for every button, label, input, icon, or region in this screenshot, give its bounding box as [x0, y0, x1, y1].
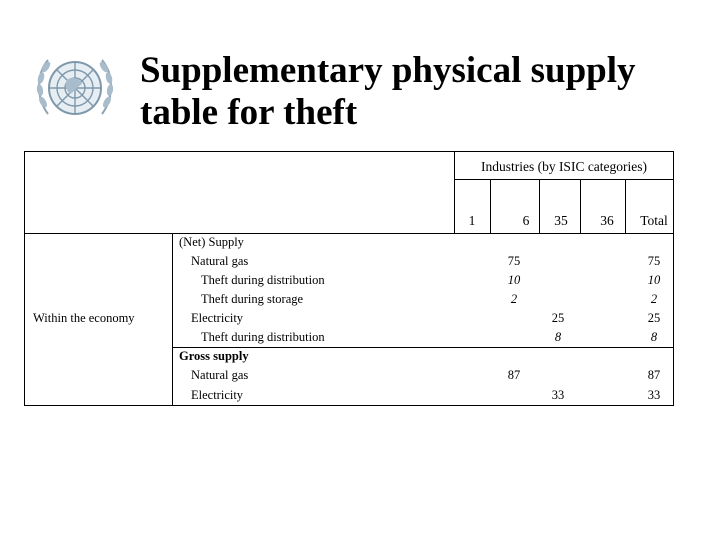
header-rule: [24, 233, 674, 234]
column-header-6: 6: [522, 213, 530, 228]
column-header-1: 1: [468, 213, 476, 228]
supply-table: [24, 151, 674, 406]
column-header-total: Total: [640, 213, 668, 228]
table-cell: 8: [650, 330, 658, 344]
table-cell: 33: [647, 388, 661, 402]
un-emblem-icon: [34, 52, 116, 124]
column-header-35: 35: [554, 213, 568, 228]
row-label: Theft during distribution: [201, 330, 325, 344]
row-label: Natural gas: [191, 254, 249, 268]
table-cell: 25: [551, 311, 565, 325]
table-cell: 8: [554, 330, 562, 344]
row-label: Theft during storage: [201, 292, 304, 306]
table-cell: 10: [647, 273, 661, 287]
group-header-rule: [454, 179, 674, 180]
row-group-label: Within the economy: [33, 311, 135, 325]
row-label: Theft during distribution: [201, 273, 325, 287]
table-cell: 75: [647, 254, 661, 268]
table-cell: 25: [647, 311, 661, 325]
industries-group-header: Industries (by ISIC categories): [480, 159, 648, 174]
table-cell: 2: [650, 292, 658, 306]
table-cell: 75: [507, 254, 521, 268]
net-supply-label: (Net) Supply: [179, 235, 244, 249]
row-label: Natural gas: [191, 368, 249, 382]
column-header-36: 36: [600, 213, 614, 228]
label-column-divider: [172, 233, 173, 406]
table-border-left: [24, 151, 25, 406]
table-cell: 87: [507, 368, 521, 382]
table-cell: 33: [551, 388, 565, 402]
title-line-2: table for theft: [140, 92, 358, 133]
table-border-top: [24, 151, 674, 152]
row-label: Electricity: [191, 388, 244, 402]
title-line-1: Supplementary physical supply: [140, 50, 636, 91]
table-cell: 10: [507, 273, 521, 287]
page-title: [140, 50, 710, 134]
table-cell: 2: [510, 292, 518, 306]
table-cell: 87: [647, 368, 661, 382]
gross-supply-label: Gross supply: [179, 349, 249, 363]
table-border-bottom: [24, 405, 674, 406]
row-label: Electricity: [191, 311, 244, 325]
